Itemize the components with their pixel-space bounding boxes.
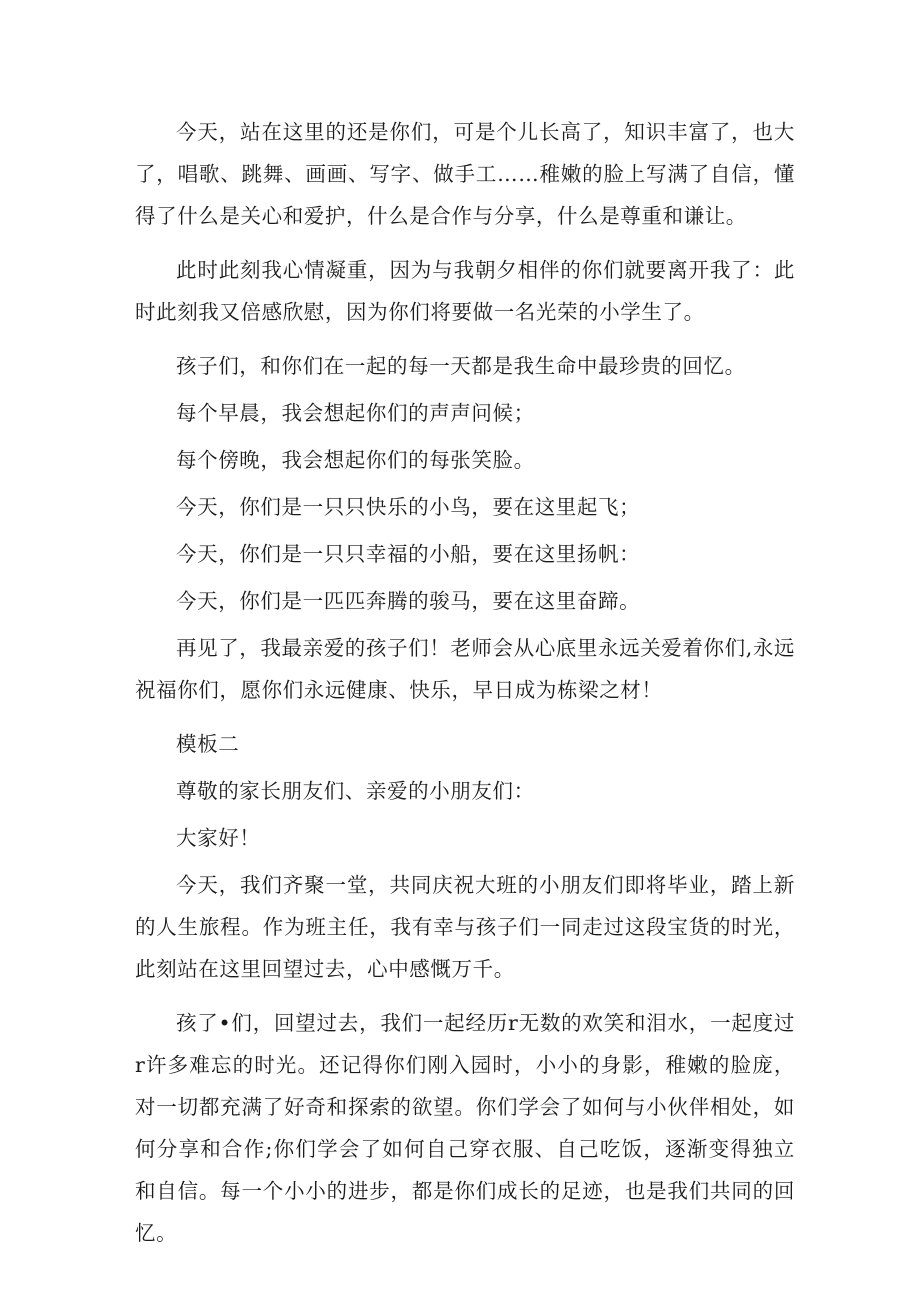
paragraph-salutation: 尊敬的家长朋友们、亲爱的小朋友们： xyxy=(176,779,535,803)
paragraph-greeting: 大家好！ xyxy=(176,826,261,850)
section-heading-template-two: 模板二 xyxy=(176,732,240,756)
paragraph-evening: 每个傍晚，我会想起你们的每张笑脸。 xyxy=(176,448,535,472)
paragraph-morning: 每个早晨，我会想起你们的声声问候； xyxy=(176,401,535,425)
paragraph-celebration: 今天，我们齐聚一堂，共同庆祝大班的小朋友们即将毕业，踏上新的人生旅程。作为班主任，我有幸与孩子们一同走过这段宝货的时光，此刻站在这里回望过去，心中感慨万千。 xyxy=(135,873,795,981)
paragraph-looking-back: 孩了•们，回望过去，我们一起经历r无数的欢笑和泪水，一起度过r许多难忘的时光。还记得你们刚入园时，小小的身影，稚嫩的脸庞，对一切都充满了好奇和探索的欲望。你们学会了如何与小伙伴相处，如何分享和合作;你们学会了如何自己穿衣服、自己吃饭，逐渐变得独立和自信。每一个小小的进步，都是你们成长的足迹，也是我们共同的回忆。 xyxy=(135,1011,795,1245)
paragraph-growth: 今天，站在这里的还是你们，可是个儿长高了，知识丰富了，也大了，唱歌、跳舞、画画、写字、做手工……稚嫩的脸上写满了自信，懂得了什么是关心和爱护，什么是合作与分享，什么是尊重和谦让。 xyxy=(135,120,795,228)
paragraph-horses: 今天，你们是一匹匹奔腾的骏马，要在这里奋蹄。 xyxy=(176,589,641,613)
paragraph-memories: 孩子们，和你们在一起的每一天都是我生命中最珍贵的回忆。 xyxy=(176,354,746,378)
paragraph-birds: 今天，你们是一只只快乐的小鸟，要在这里起飞； xyxy=(176,495,641,519)
paragraph-goodbye: 再见了，我最亲爱的孩子们！老师会从心底里永远关爱着你们,永远祝福你们，愿你们永远健康、快乐，早日成为栋梁之材！ xyxy=(135,636,796,702)
paragraph-farewell-feelings: 此时此刻我心情凝重，因为与我朝夕相伴的你们就要离开我了：此时此刻我又倍感欣慰，因为你们将要做一名光荣的小学生了。 xyxy=(135,258,795,324)
paragraph-boats: 今天，你们是一只只幸福的小船，要在这里扬帆： xyxy=(176,542,641,566)
document-body xyxy=(135,111,795,1266)
